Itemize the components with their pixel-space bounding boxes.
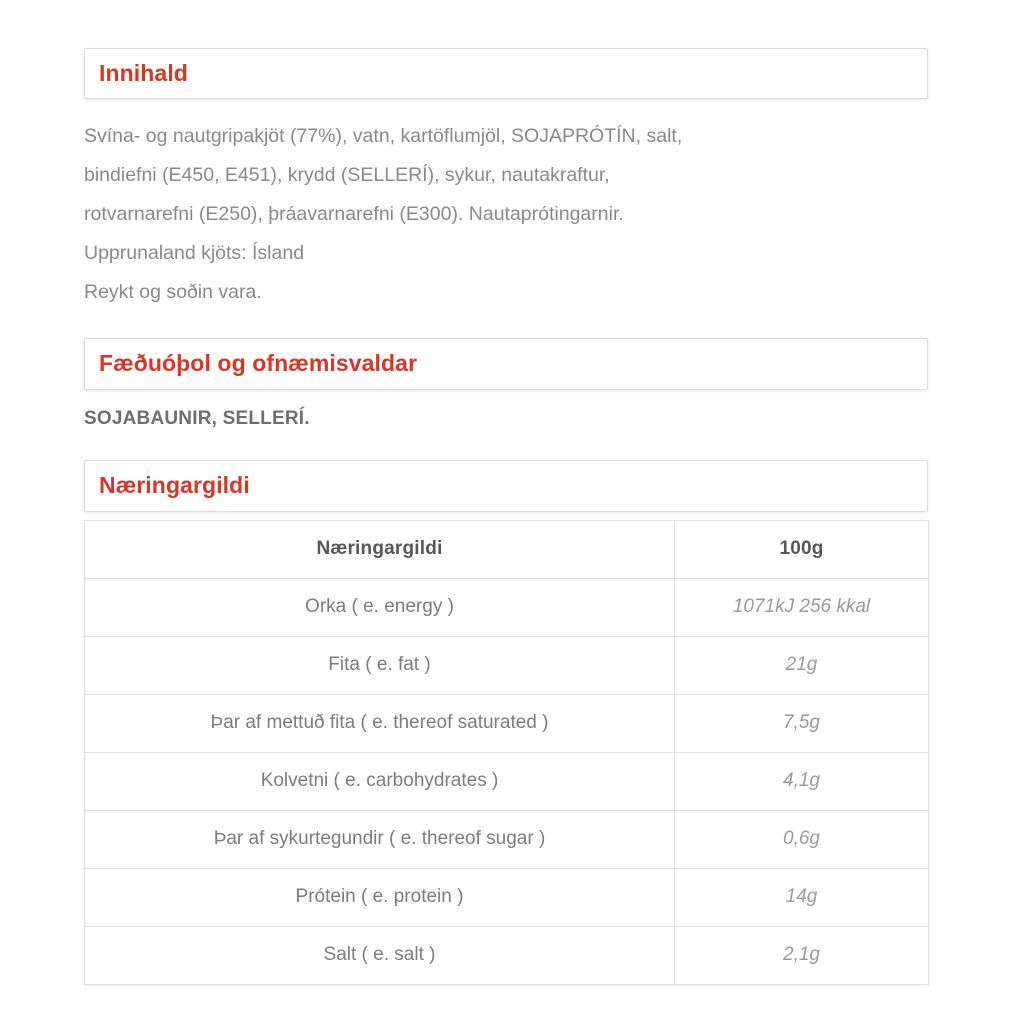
nutrient-label: Fita ( e. fat ): [85, 636, 675, 694]
ingredients-heading-panel: [84, 48, 928, 99]
nutrition-table: [84, 520, 929, 985]
nutrition-table-body: [85, 578, 929, 984]
allergens-heading: Fæðuóþol og ofnæmisvaldar: [99, 350, 418, 377]
nutrient-label: Þar af mettuð fita ( e. thereof saturated ): [85, 694, 675, 752]
nutrition-table-container: [84, 520, 928, 985]
nutrient-value: 21g: [675, 636, 929, 694]
nutrition-heading-panel: [84, 460, 928, 511]
table-row: [85, 694, 929, 752]
section-spacer: [84, 432, 928, 460]
ingredients-text: [84, 117, 928, 234]
table-row: [85, 926, 929, 984]
nutrient-value: 14g: [675, 868, 929, 926]
process-line: Reykt og soðin vara.: [84, 281, 262, 304]
nutrient-label: Þar af sykurtegundir ( e. thereof sugar ): [85, 810, 675, 868]
table-row: [85, 752, 929, 810]
nutrient-label: Salt ( e. salt ): [85, 926, 675, 984]
nutrient-value: 4,1g: [675, 752, 929, 810]
allergens-text: SOJABAUNIR, SELLERÍ.: [84, 407, 310, 429]
section-spacer: [84, 312, 928, 338]
ingredients-line: Svína- og nautgripakjöt (77%), vatn, kartöflumjöl, SOJAPRÓTÍN, salt,: [84, 125, 683, 148]
nutrient-label: Kolvetni ( e. carbohydrates ): [85, 752, 675, 810]
nutrient-value: 1071kJ 256 kkal: [675, 578, 929, 636]
table-row: [85, 810, 929, 868]
nutrition-heading: Næringargildi: [99, 472, 250, 499]
nutrient-value: 0,6g: [675, 810, 929, 868]
table-row: [85, 578, 929, 636]
ingredients-line: bindiefni (E450, E451), krydd (SELLERÍ), sykur, nautakraftur,: [84, 164, 610, 187]
column-header-per-100g: 100g: [675, 520, 929, 578]
nutrient-value: 7,5g: [675, 694, 929, 752]
ingredients-line: rotvarnarefni (E250), þráavarnarefni (E300). Nautaprótingarnir.: [84, 203, 624, 226]
allergens-heading-panel: [84, 338, 928, 389]
nutrient-value: 2,1g: [675, 926, 929, 984]
nutrient-label: Orka ( e. energy ): [85, 578, 675, 636]
table-row: [85, 636, 929, 694]
origin-line: Upprunaland kjöts: Ísland: [84, 242, 305, 265]
ingredients-heading: Innihald: [99, 60, 188, 86]
table-header-row: [85, 520, 929, 578]
table-row: [85, 868, 929, 926]
origin-and-process-text: [84, 234, 928, 312]
column-header-nutrient: Næringargildi: [85, 520, 675, 578]
nutrient-label: Prótein ( e. protein ): [85, 868, 675, 926]
